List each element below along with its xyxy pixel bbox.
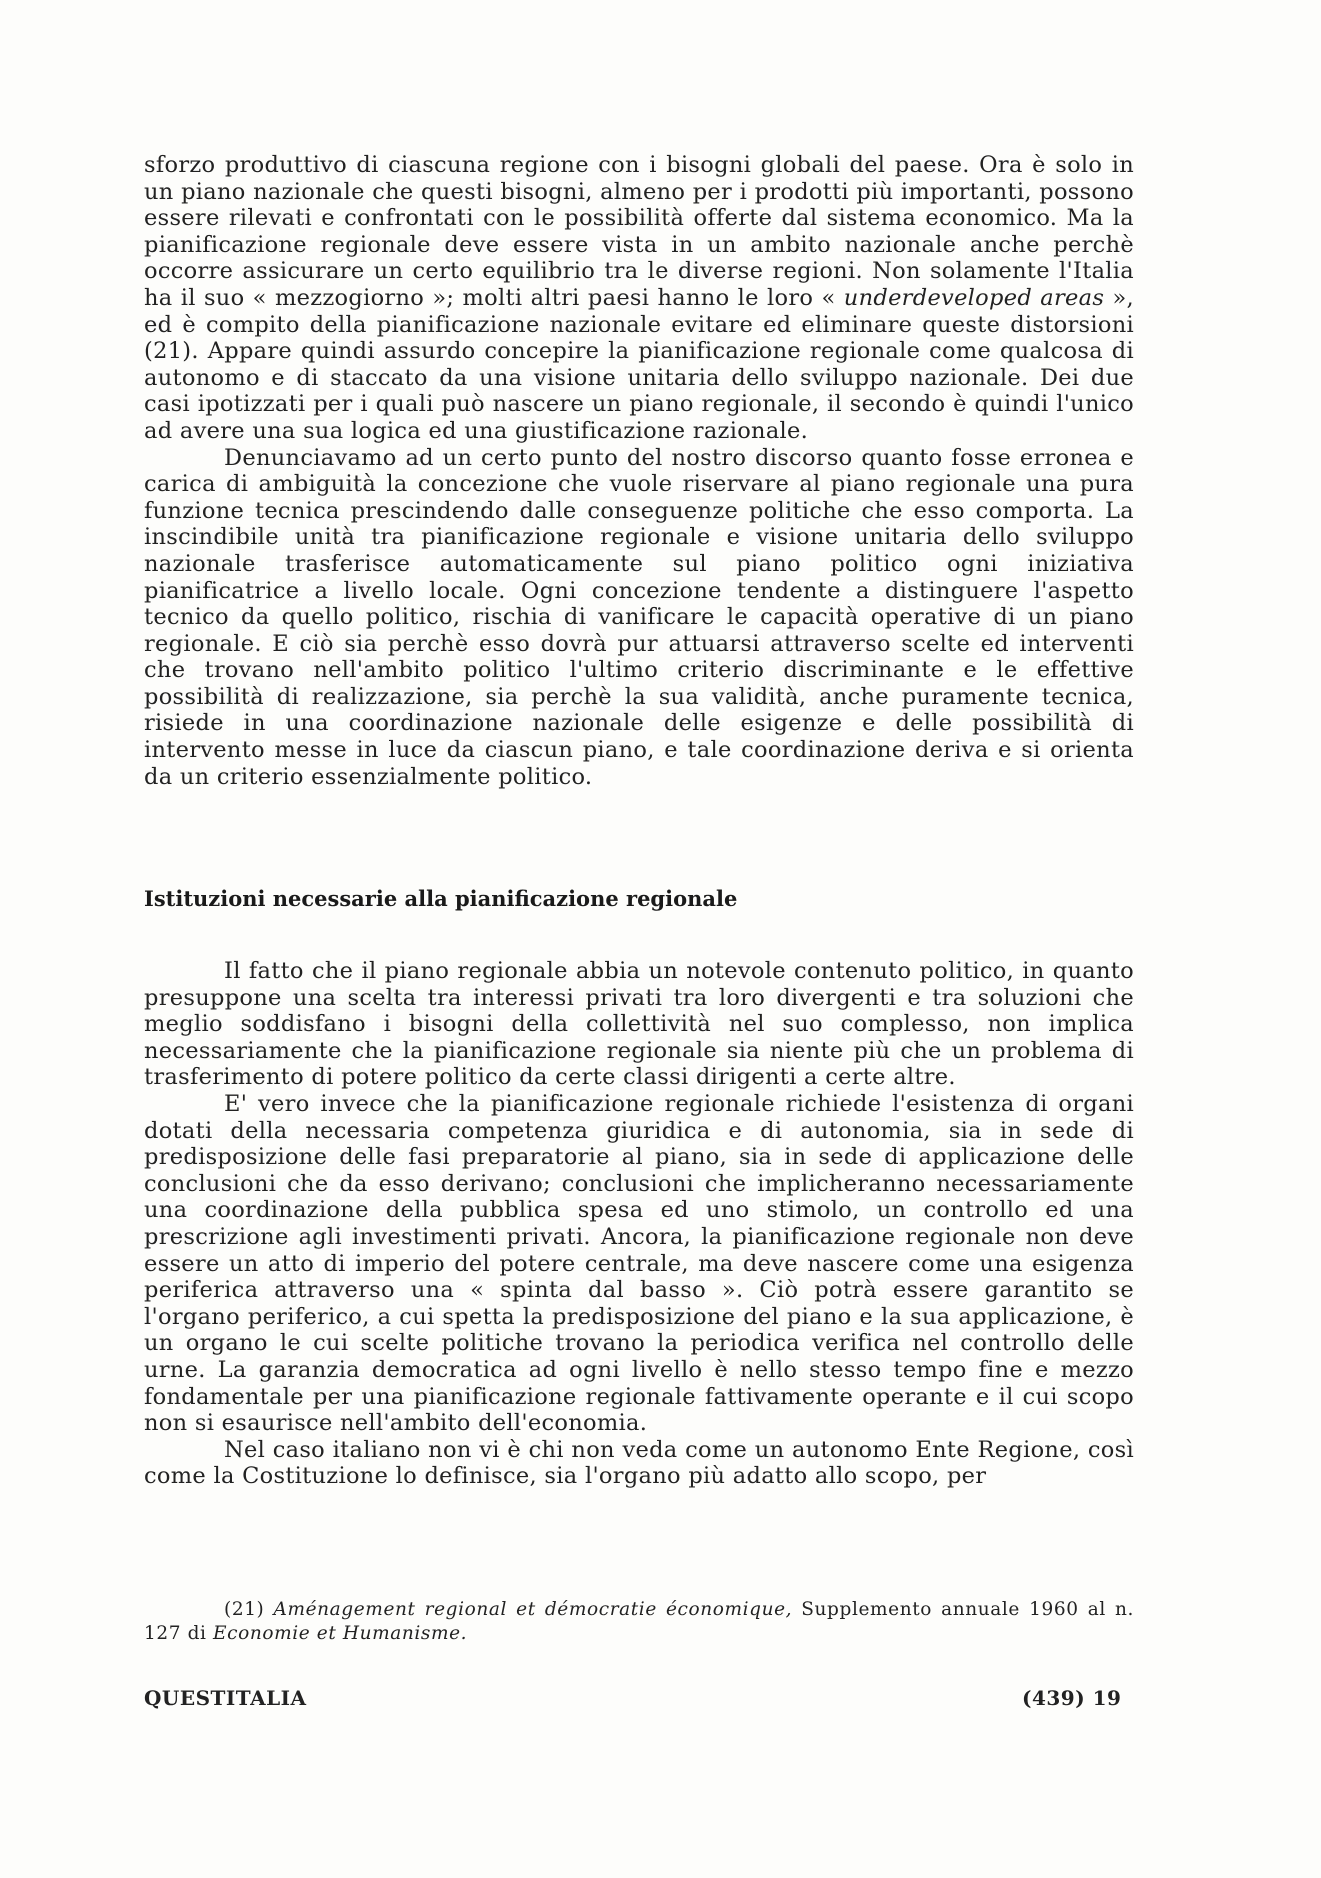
- section-heading: Istituzioni necessarie alla pianificazione regionale: [144, 886, 738, 911]
- text-run: (21): [224, 1599, 274, 1620]
- section-1-text: [144, 152, 1134, 790]
- text-run: », ed è compito della pianificazione nazionale evitare ed eliminare queste distorsioni (21). Appare quindi assurdo concepire la pianificazione regionale come qualcosa di autonomo e di staccato da una visione unitaria dello sviluppo nazionale. Dei due casi ipotizzati per i quali può nascere un piano regionale, il secondo è quindi l'unico ad avere una sua logica ed una giustificazione razionale.: [144, 284, 1134, 444]
- section-2-text: [144, 958, 1134, 1490]
- text-run: Nel caso italiano non vi è chi non veda come un autonomo Ente Regione, così come la Costituzione lo definisce, sia l'organo più adatto allo scopo, per: [144, 1436, 1134, 1490]
- text-run: Il fatto che il piano regionale abbia un notevole contenuto politico, in quanto presuppone una scelta tra interessi privati tra loro divergenti e tra soluzioni che meglio soddisfano i bisogni della collettività nel suo complesso, non implica necessariamente che la pianificazione regionale sia niente più che un problema di trasferimento di potere politico da certe classi dirigenti a certe altre.: [144, 958, 1134, 1091]
- italic-text: Economie et Humanisme.: [213, 1623, 468, 1644]
- italic-text: Aménagement regional et démocratie économique,: [273, 1599, 793, 1620]
- paragraph-4: [144, 1091, 1134, 1437]
- paragraph-2: [144, 445, 1134, 791]
- text-run: Supplemento annuale 1960 al n. 127 di: [144, 1599, 1134, 1644]
- italic-text: underdeveloped areas: [843, 284, 1105, 311]
- paragraph-3: [144, 958, 1134, 1091]
- journal-name: QUESTITALIA: [144, 1686, 307, 1710]
- paragraph-5: [144, 1437, 1134, 1490]
- footnote-21: [144, 1598, 1134, 1646]
- page-number: (439) 19: [1022, 1686, 1122, 1710]
- paragraph-1: [144, 152, 1134, 445]
- text-run: sforzo produttivo di ciascuna regione con i bisogni globali del paese. Ora è solo in un piano nazionale che questi bisogni, almeno per i prodotti più importanti, possono essere rilevati e confrontati con le possibilità offerte dal sistema economico. Ma la pianificazione regionale deve essere vista in un ambito nazionale anche perchè occorre assicurare un certo equilibrio tra le diverse regioni. Non solamente l'Italia ha il suo « mezzogiorno »; molti altri paesi hanno le loro «: [144, 152, 1134, 311]
- text-run: Denunciavamo ad un certo punto del nostro discorso quanto fosse erronea e carica di ambiguità la concezione che vuole riservare al piano regionale una pura funzione tecnica prescindendo dalle conseguenze politiche che esso comporta. La inscindibile unità tra pianificazione regionale e visione unitaria dello sviluppo nazionale trasferisce automaticamente sul piano politico ogni iniziativa pianificatrice a livello locale. Ogni concezione tendente a distinguere l'aspetto tecnico da quello politico, rischia di vanificare le capacità operative di un piano regionale. E ciò sia perchè esso dovrà pur attuarsi attraverso scelte ed interventi che trovano nell'ambito politico l'ultimo criterio discriminante e le effettive possibilità di realizzazione, sia perchè la sua validità, anche puramente tecnica, risiede in una coordinazione nazionale delle esigenze e delle possibilità di intervento messe in luce da ciascun piano, e tale coordinazione deriva e si orienta da un criterio essenzialmente politico.: [144, 444, 1134, 790]
- text-run: E' vero invece che la pianificazione regionale richiede l'esistenza di organi dotati della necessaria competenza giuridica e di autonomia, sia in sede di predisposizione delle fasi preparatorie al piano, sia in sede di applicazione delle conclusioni che da esso derivano; conclusioni che implicheranno necessariamente una coordinazione della pubblica spesa ed uno stimolo, un controllo ed una prescrizione agli investimenti privati. Ancora, la pianificazione regionale non deve essere un atto di imperio del potere centrale, ma deve nascere come una esigenza periferica attraverso una « spinta dal basso ». Ciò potrà essere garantito se l'organo periferico, a cui spetta la predisposizione del piano e la sua applicazione, è un organo le cui scelte politiche trovano la periodica verifica nel controllo delle urne. La garanzia democratica ad ogni livello è nello stesso tempo fine e mezzo fondamentale per una pianificazione regionale fattivamente operante e il cui scopo non si esaurisce nell'ambito dell'economia.: [144, 1090, 1134, 1437]
